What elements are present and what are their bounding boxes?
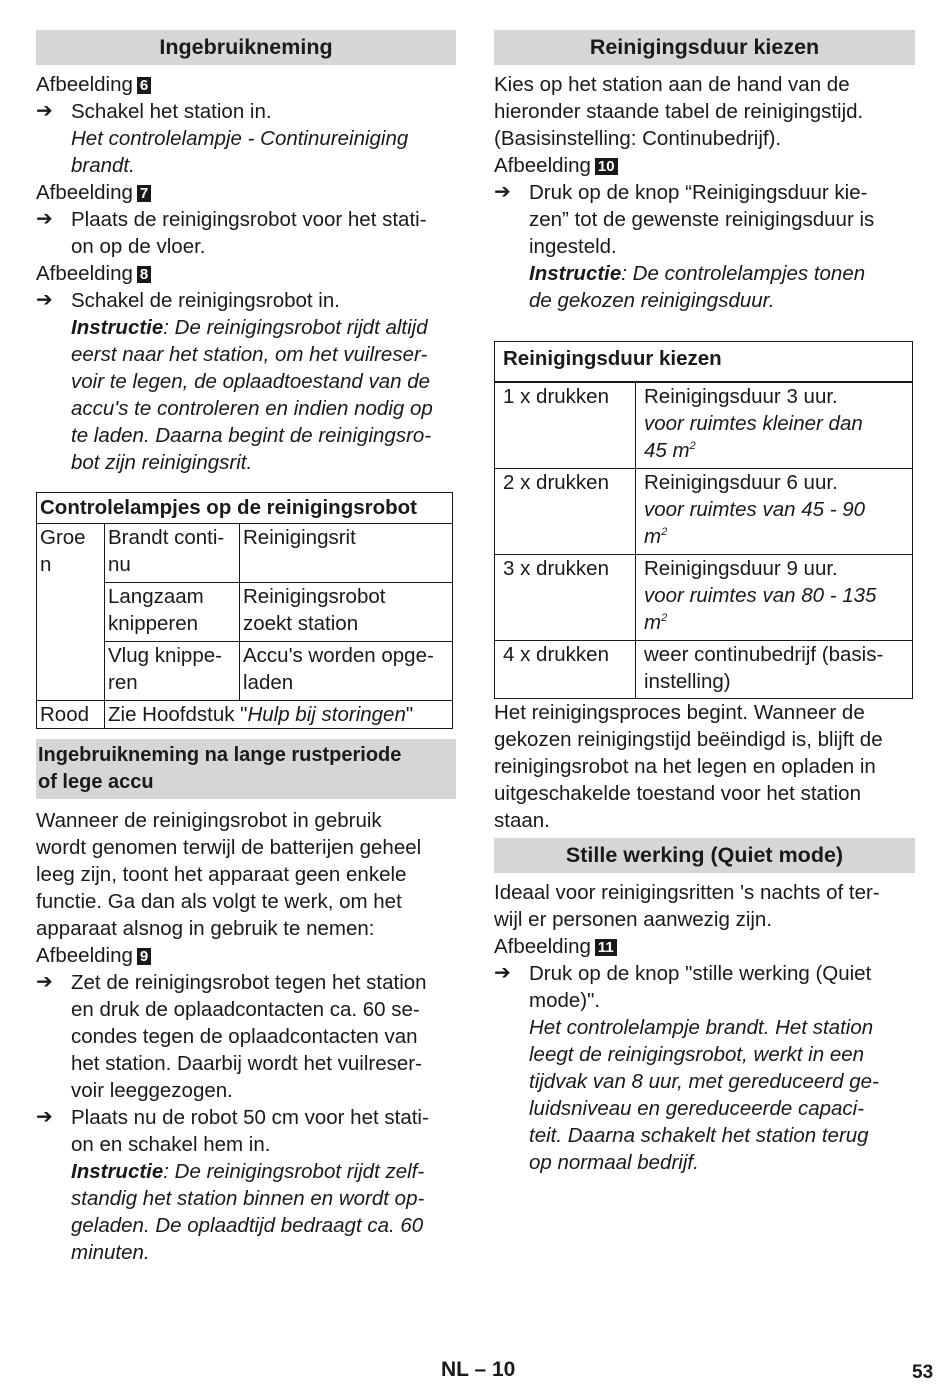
figure-ref-6: Afbeelding 6 [36, 71, 456, 98]
heading-reinigingsduur: Reinigingsduur kiezen [494, 30, 915, 65]
note-robot-drives-to-station: Instructie: De reinigingsrobot rijdt altijd eerst naar het station, om het vuilreser- voir te legen, de oplaadtoestand van de accu's te controleren en indien nodig op te laden. Daarna begint de reinigingsro- bot zijn reinigingsrit. [71, 316, 433, 474]
table-title: Reinigingsduur kiezen [495, 342, 913, 382]
figure-number-badge: 9 [137, 948, 151, 965]
note-charging-time: Instructie: De reinigingsrobot rijdt zelf- standig het station binnen en wordt op- geladen. De oplaadtijd bedraagt ca. 60 minuten. [71, 1160, 425, 1264]
cell-red: Rood [37, 701, 105, 729]
cell-press-count: 3 x drukken [495, 555, 636, 641]
cell-state: Langzaam knipperen [105, 583, 240, 642]
figure-number-badge: 10 [595, 158, 618, 175]
cell-red-meaning: Zie Hoofdstuk "Hulp bij storingen" [105, 701, 453, 729]
paragraph-reinigingsduur: Kies op het station aan de hand van de hieronder staande tabel de reinigingstijd. (Basisinstelling: Continubedrijf). [494, 73, 864, 150]
note-quiet-mode: Het controlelampje brandt. Het station leegt de reinigingsrobot, werkt in een tijdvak van 8 uur, met gereduceerd ge- luidsniveau en gereduceerde capaci- teit. Daarna schakelt het station terug op normaal bedrijf. [529, 1016, 879, 1174]
figure-ref-7: Afbeelding 7 [36, 179, 456, 206]
step-switch-robot-on: ➔ Schakel de reinigingsrobot in. [36, 289, 340, 312]
step-press-quiet-button: ➔ Druk op de knop "stille werking (Quiet mode)". [494, 962, 872, 1012]
note-lamps-show-duration: Instructie: De controlelampjes tonen de gekozen reinigingsduur. [529, 262, 866, 312]
cell-press-count: 4 x drukken [495, 641, 636, 699]
figure-ref-11: Afbeelding 11 [494, 933, 915, 960]
figure-ref-10: Afbeelding 10 [494, 152, 915, 179]
note-continu-lamp: Het controlelampje - Continureiniging brandt. [71, 127, 409, 177]
step-press-contacts: ➔ Zet de reinigingsrobot tegen het station en druk de oplaadcontacten ca. 60 se- condes tegen de oplaadcontacten van het station. Daarbij wordt het vuilreser- voir leeggezogen. [36, 971, 427, 1102]
step-place-robot-50cm: ➔ Plaats nu de robot 50 cm voor het stati- on en schakel hem in. [36, 1106, 429, 1156]
heading-ingebruikneming: Ingebruikneming [36, 30, 456, 65]
footer-page-label: NL – 10 [441, 1358, 516, 1381]
cell-green: Groe n [37, 524, 105, 701]
arrow-right-icon: ➔ [494, 181, 511, 203]
cell-press-count: 2 x drukken [495, 469, 636, 555]
figure-number-badge: 8 [137, 266, 151, 283]
cell-press-count: 1 x drukken [495, 383, 636, 469]
table-title: Controlelampjes op de reinigingsrobot [37, 493, 453, 524]
cell-duration: weer continubedrijf (basis- instelling) [636, 641, 913, 699]
cell-meaning: Accu's worden opge- laden [240, 642, 453, 701]
cell-state: Vlug knippe- ren [105, 642, 240, 701]
cell-duration: Reinigingsduur 3 uur. voor ruimtes kleiner dan 45 $m^2$ [636, 383, 913, 469]
arrow-right-icon: ➔ [36, 100, 53, 122]
arrow-right-icon: ➔ [36, 208, 53, 230]
paragraph-lege-accu: Wanneer de reinigingsrobot in gebruik wordt genomen terwijl de batterijen geheel leeg zijn, toont het apparaat geen enkele functie. Ga dan als volgt te werk, om het apparaat alsnog in gebruik te nemen: [36, 809, 422, 940]
paragraph-cleaning-process: Het reinigingsproces begint. Wanneer de gekozen reinigingstijd beëindigd is, blijft de reinigingsrobot na het legen en opladen in uitgeschakelde toestand voor het station staan. [494, 701, 883, 832]
right-column [494, 30, 915, 1176]
arrow-right-icon: ➔ [36, 971, 53, 993]
table-reinigingsduur [494, 341, 913, 699]
cell-state: Brandt conti- nu [105, 524, 240, 583]
paragraph-quiet-mode: Ideaal voor reinigingsritten 's nachts of ter- wijl er personen aanwezig zijn. [494, 881, 880, 931]
cell-duration: Reinigingsduur 6 uur. voor ruimtes van 45 - 90 $m^2$ [636, 469, 913, 555]
figure-number-badge: 11 [595, 939, 617, 956]
left-column [36, 30, 456, 1266]
figure-number-badge: 6 [137, 77, 151, 94]
heading-lange-rustperiode: Ingebruikneming na lange rustperiode of lege accu [36, 739, 456, 799]
cell-duration: Reinigingsduur 9 uur. voor ruimtes van 80 - 135 $m^2$ [636, 555, 913, 641]
figure-ref-9: Afbeelding 9 [36, 942, 456, 969]
arrow-right-icon: ➔ [36, 289, 53, 311]
cell-meaning: Reinigingsrobot zoekt station [240, 583, 453, 642]
step-place-robot: ➔ Plaats de reinigingsrobot voor het stati- on op de vloer. [36, 208, 427, 258]
figure-number-badge: 7 [137, 185, 151, 202]
arrow-right-icon: ➔ [494, 962, 511, 984]
heading-stille-werking: Stille werking (Quiet mode) [494, 838, 915, 873]
table-controlelampjes [36, 492, 453, 729]
footer-page-number: 53 [912, 1362, 934, 1383]
step-press-duration-button: ➔ Druk op de knop “Reinigingsduur kie- zen” tot de gewenste reinigingsduur is ingesteld. [494, 181, 875, 258]
arrow-right-icon: ➔ [36, 1106, 53, 1128]
cell-meaning: Reinigingsrit [240, 524, 453, 583]
step-switch-station-on: ➔ Schakel het station in. [36, 100, 272, 123]
figure-ref-8: Afbeelding 8 [36, 260, 456, 287]
